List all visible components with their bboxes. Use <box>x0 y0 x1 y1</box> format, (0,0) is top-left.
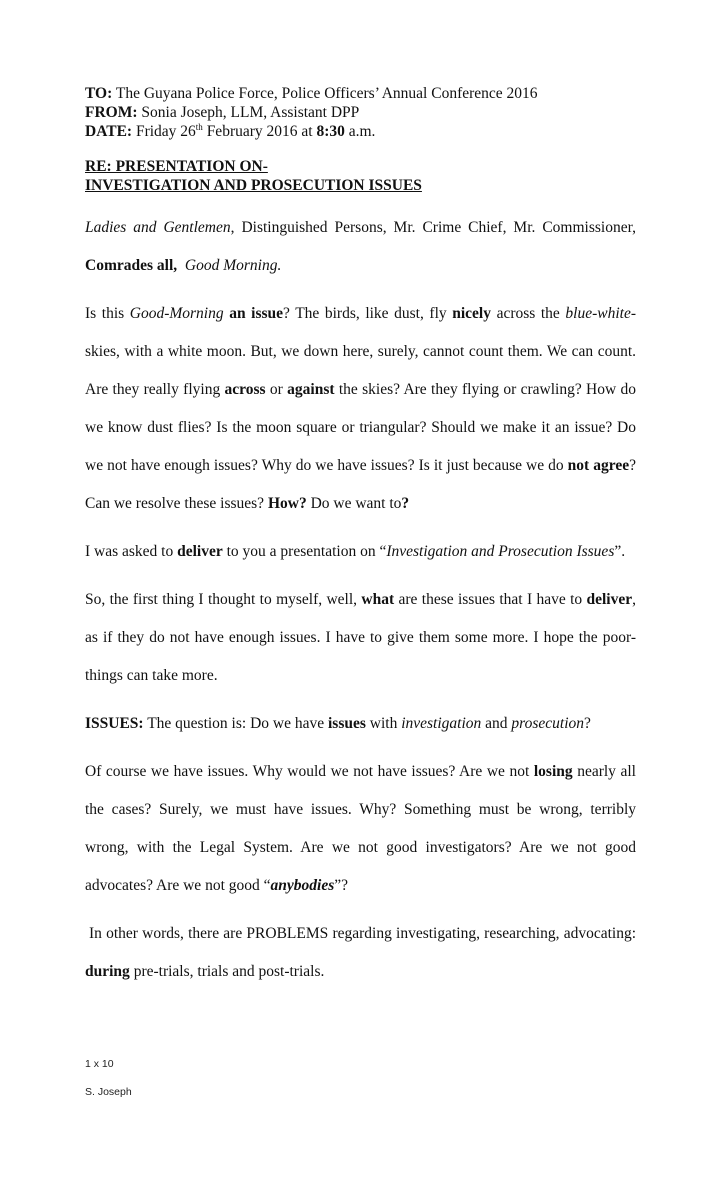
greeting-text: , Distinguished Persons, Mr. Crime Chief, Mr. Commissioner, <box>230 219 636 236</box>
p4-text-f: and <box>481 715 512 732</box>
p5-text-c: nearly all the cases? Surely, we must have issues. Why? Something must be wrong, terribly wrong, with the Legal System. Are we not good investigators? Are we not good advocates? Are we not good “ <box>85 763 636 894</box>
p4-issues-label: ISSUES: <box>85 715 144 732</box>
p1-good-morning: Good-Morning <box>129 305 224 322</box>
p5-anybodies: anybodies <box>270 877 335 894</box>
p1-text-p: Do we want to <box>306 495 402 512</box>
p4-text-h: ? <box>584 715 591 732</box>
p6-text-a: In other words, there are PROBLEMS regarding investigating, researching, advocating: <box>89 925 636 942</box>
greeting-good-morning: Good Morning. <box>184 257 282 274</box>
paragraph-first-thing <box>85 581 636 695</box>
p5-text-a: Of course we have issues. Why would we not have issues? Are we not <box>85 763 534 780</box>
document-page <box>85 84 636 991</box>
footer-page-number: 1 x 10 <box>85 1058 114 1070</box>
p2-text-e: ”. <box>614 543 626 560</box>
p1-across: across <box>224 381 266 398</box>
p1-nicely: nicely <box>452 305 491 322</box>
p4-investigation: investigation <box>401 715 482 732</box>
p5-losing: losing <box>533 763 573 780</box>
greeting-ladies: Ladies and Gentlemen <box>85 219 231 236</box>
p1-blue-white: blue-white <box>565 305 631 322</box>
memo-from-line <box>85 103 636 122</box>
p1-text-h: -skies, with a white moon. But, we down here, surely, cannot count them. We can count. Are they really flying <box>85 305 636 398</box>
paragraph-birds <box>85 295 636 523</box>
subject-line-1: RE: PRESENTATION ON- <box>85 158 268 175</box>
p4-text-b: The question is: Do we have <box>143 715 328 732</box>
p1-text-d: ? The birds, like dust, fly <box>283 305 453 322</box>
p2-deliver: deliver <box>177 543 223 560</box>
greeting-comrades: Comrades all, <box>85 257 178 274</box>
p1-how: How? <box>267 495 307 512</box>
paragraph-of-course <box>85 753 636 905</box>
p1-an-issue: an issue <box>229 305 284 322</box>
memo-to-line <box>85 84 636 103</box>
date-label: DATE: <box>85 123 133 140</box>
from-label: FROM: <box>85 104 138 121</box>
to-value: The Guyana Police Force, Police Officers’ Annual Conference 2016 <box>112 85 538 102</box>
p2-text-a: I was asked to <box>85 543 178 560</box>
footer-author: S. Joseph <box>85 1086 132 1098</box>
p1-text-f: across the <box>490 305 566 322</box>
p3-text-c: are these issues that I have to <box>394 591 587 608</box>
paragraph-issues-question <box>85 705 636 743</box>
p3-deliver: deliver <box>586 591 633 608</box>
subject-line-2: INVESTIGATION AND PROSECUTION ISSUES <box>85 177 422 194</box>
p4-text-d: with <box>365 715 402 732</box>
p5-text-e: ”? <box>334 877 348 894</box>
subject-heading <box>85 157 636 195</box>
p3-text-e: , as if they do not have enough issues. I have to give them some more. I hope the poor-things can take more. <box>85 591 636 684</box>
p6-during: during <box>85 963 130 980</box>
p1-text-a: Is this <box>85 305 130 322</box>
paragraph-other-words <box>85 915 636 991</box>
p2-title: Investigation and Prosecution Issues <box>386 543 615 560</box>
date-mid: February 2016 at <box>202 123 317 140</box>
p1-question-mark: ? <box>401 495 410 512</box>
p4-issues: issues <box>327 715 366 732</box>
date-prefix: Friday 26 <box>132 123 196 140</box>
memo-date-line <box>85 122 636 141</box>
date-time: 8:30 <box>316 123 345 140</box>
p1-text-n: ? Can we resolve these issues? <box>85 457 636 512</box>
paragraph-asked <box>85 533 636 571</box>
greeting-paragraph <box>85 209 636 285</box>
p3-what: what <box>361 591 395 608</box>
p4-prosecution: prosecution <box>511 715 585 732</box>
to-label: TO: <box>85 85 113 102</box>
p3-text-a: So, the first thing I thought to myself, well, <box>85 591 362 608</box>
p1-text-j: or <box>265 381 288 398</box>
from-value: Sonia Joseph, LLM, Assistant DPP <box>137 104 360 121</box>
p2-text-c: to you a presentation on “ <box>222 543 387 560</box>
date-suffix: a.m. <box>344 123 376 140</box>
p1-not-agree: not agree <box>567 457 630 474</box>
p1-against: against <box>287 381 335 398</box>
p1-text-l: the skies? Are they flying or crawling? How do we know dust flies? Is the moon square or triangular? Should we make it an issue? Do we not have enough issues? Why do we have issues? Is it just because we do <box>85 381 636 474</box>
p6-text-c: pre-trials, trials and post-trials. <box>129 963 325 980</box>
date-ordinal: th <box>195 122 203 132</box>
